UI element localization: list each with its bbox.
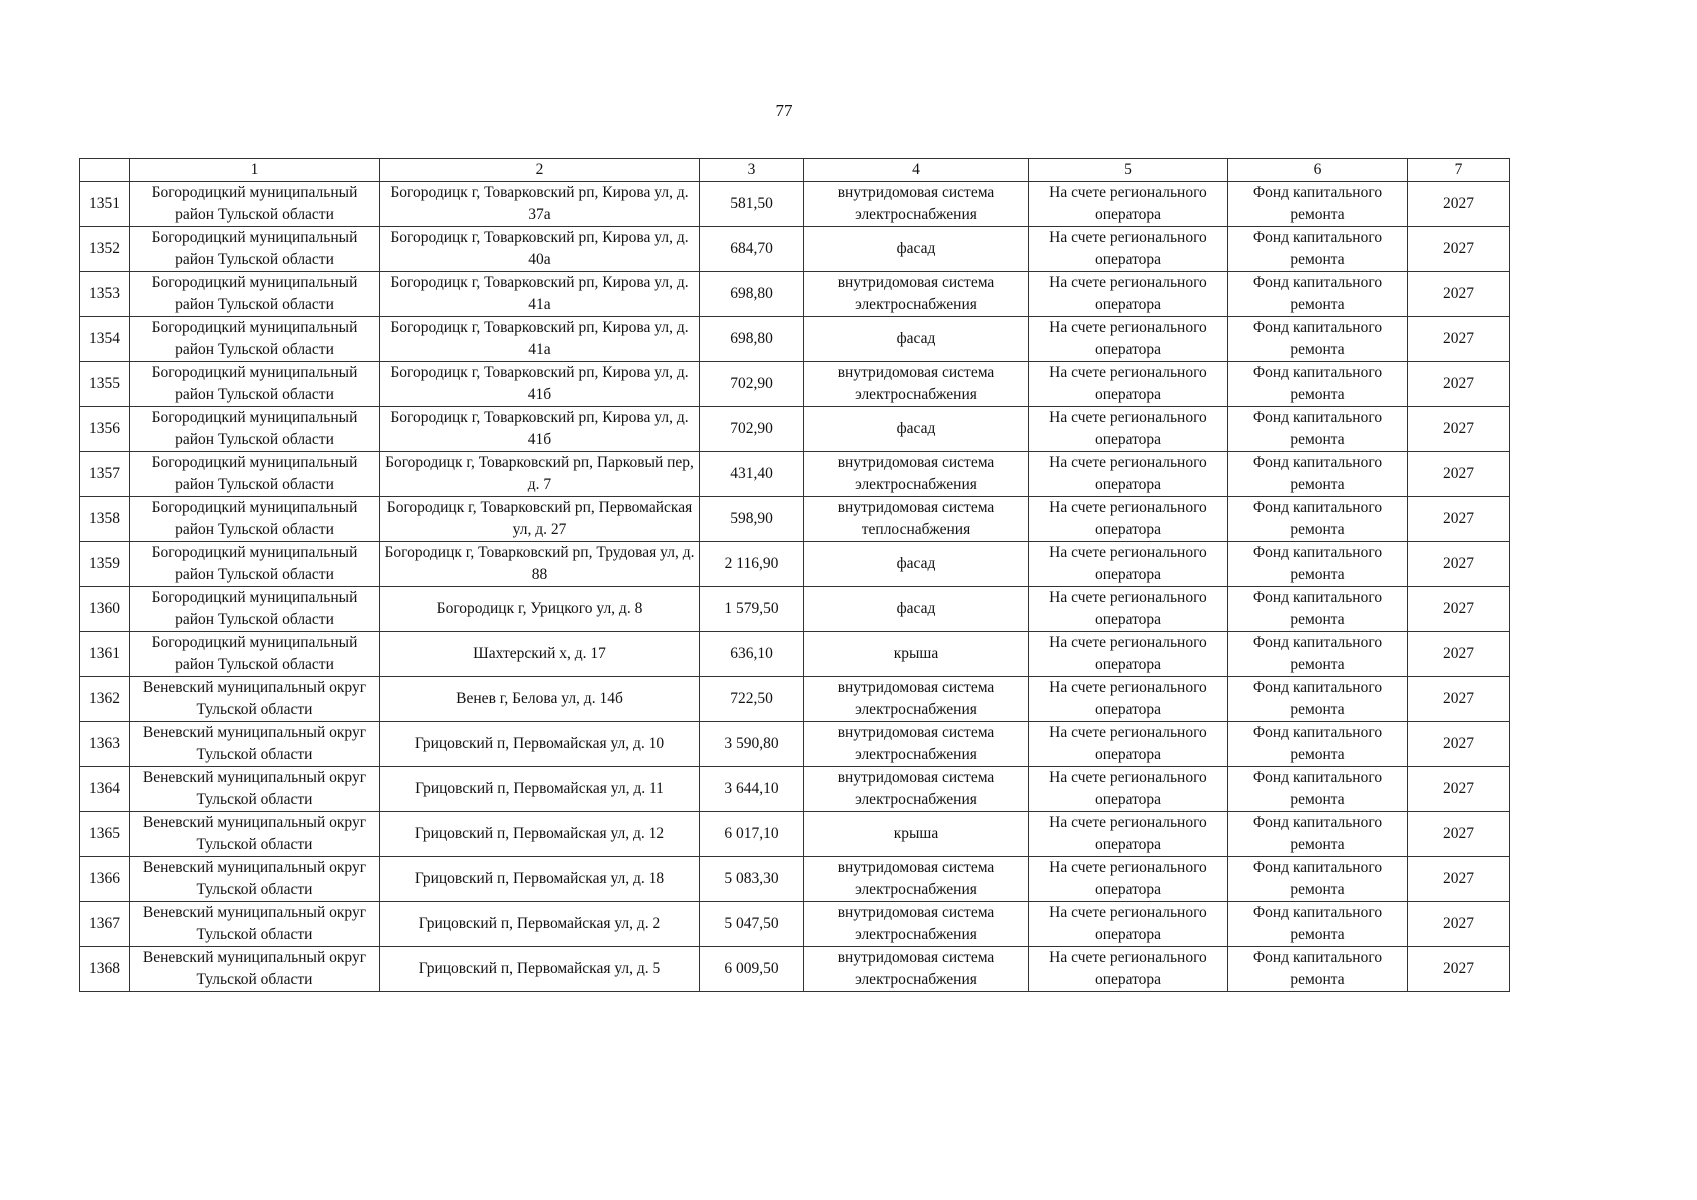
cell-fund-location: На счете регионального оператора (1029, 452, 1228, 497)
cell-area: 702,90 (700, 362, 804, 407)
cell-municipality: Богородицкий муниципальный район Тульской области (130, 497, 380, 542)
table-row (80, 227, 1510, 272)
table-row (80, 812, 1510, 857)
cell-address: Богородицк г, Товарковский рп, Кирова ул, д. 37а (380, 182, 700, 227)
cell-funding-source: Фонд капитального ремонта (1228, 317, 1408, 362)
cell-funding-source: Фонд капитального ремонта (1228, 362, 1408, 407)
cell-year: 2027 (1408, 407, 1510, 452)
header-cell-2: 2 (380, 159, 700, 182)
cell-address: Грицовский п, Первомайская ул, д. 10 (380, 722, 700, 767)
cell-work-type: внутридомовая система теплоснабжения (804, 497, 1029, 542)
cell-work-type: внутридомовая система электроснабжения (804, 857, 1029, 902)
table-row (80, 947, 1510, 992)
cell-row-number: 1364 (80, 767, 130, 812)
cell-municipality: Богородицкий муниципальный район Тульской области (130, 542, 380, 587)
cell-municipality: Веневский муниципальный округ Тульской области (130, 857, 380, 902)
cell-year: 2027 (1408, 857, 1510, 902)
cell-area: 698,80 (700, 272, 804, 317)
cell-work-type: внутридомовая система электроснабжения (804, 902, 1029, 947)
cell-year: 2027 (1408, 587, 1510, 632)
cell-fund-location: На счете регионального оператора (1029, 542, 1228, 587)
cell-row-number: 1362 (80, 677, 130, 722)
cell-area: 2 116,90 (700, 542, 804, 587)
cell-funding-source: Фонд капитального ремонта (1228, 857, 1408, 902)
cell-year: 2027 (1408, 362, 1510, 407)
cell-work-type: внутридомовая система электроснабжения (804, 182, 1029, 227)
cell-fund-location: На счете регионального оператора (1029, 407, 1228, 452)
cell-row-number: 1352 (80, 227, 130, 272)
cell-address: Богородицк г, Товарковский рп, Парковый пер, д. 7 (380, 452, 700, 497)
cell-work-type: внутридомовая система электроснабжения (804, 947, 1029, 992)
cell-funding-source: Фонд капитального ремонта (1228, 182, 1408, 227)
cell-address: Богородицк г, Товарковский рп, Кирова ул, д. 41б (380, 362, 700, 407)
cell-funding-source: Фонд капитального ремонта (1228, 767, 1408, 812)
cell-row-number: 1366 (80, 857, 130, 902)
cell-year: 2027 (1408, 947, 1510, 992)
cell-year: 2027 (1408, 452, 1510, 497)
cell-municipality: Богородицкий муниципальный район Тульской области (130, 272, 380, 317)
cell-row-number: 1355 (80, 362, 130, 407)
page-number: 77 (775, 101, 793, 120)
cell-area: 698,80 (700, 317, 804, 362)
cell-funding-source: Фонд капитального ремонта (1228, 407, 1408, 452)
cell-address: Грицовский п, Первомайская ул, д. 11 (380, 767, 700, 812)
cell-area: 3 590,80 (700, 722, 804, 767)
cell-area: 3 644,10 (700, 767, 804, 812)
cell-year: 2027 (1408, 317, 1510, 362)
cell-work-type: внутридомовая система электроснабжения (804, 362, 1029, 407)
cell-address: Богородицк г, Товарковский рп, Кирова ул, д. 41а (380, 317, 700, 362)
header-cell-row-number (80, 159, 130, 182)
cell-row-number: 1351 (80, 182, 130, 227)
cell-fund-location: На счете регионального оператора (1029, 272, 1228, 317)
cell-area: 702,90 (700, 407, 804, 452)
table-row (80, 317, 1510, 362)
cell-year: 2027 (1408, 632, 1510, 677)
cell-year: 2027 (1408, 677, 1510, 722)
cell-municipality: Богородицкий муниципальный район Тульской области (130, 227, 380, 272)
cell-fund-location: На счете регионального оператора (1029, 677, 1228, 722)
cell-fund-location: На счете регионального оператора (1029, 632, 1228, 677)
header-cell-5: 5 (1029, 159, 1228, 182)
cell-area: 636,10 (700, 632, 804, 677)
cell-address: Грицовский п, Первомайская ул, д. 2 (380, 902, 700, 947)
cell-funding-source: Фонд капитального ремонта (1228, 722, 1408, 767)
cell-funding-source: Фонд капитального ремонта (1228, 677, 1408, 722)
cell-address: Грицовский п, Первомайская ул, д. 18 (380, 857, 700, 902)
cell-fund-location: На счете регионального оператора (1029, 947, 1228, 992)
cell-funding-source: Фонд капитального ремонта (1228, 587, 1408, 632)
cell-municipality: Веневский муниципальный округ Тульской области (130, 947, 380, 992)
cell-fund-location: На счете регионального оператора (1029, 182, 1228, 227)
cell-fund-location: На счете регионального оператора (1029, 227, 1228, 272)
cell-row-number: 1367 (80, 902, 130, 947)
table-row (80, 677, 1510, 722)
cell-year: 2027 (1408, 542, 1510, 587)
cell-row-number: 1353 (80, 272, 130, 317)
cell-fund-location: На счете регионального оператора (1029, 902, 1228, 947)
cell-row-number: 1357 (80, 452, 130, 497)
header-cell-3: 3 (700, 159, 804, 182)
cell-address: Богородицк г, Товарковский рп, Первомайская ул, д. 27 (380, 497, 700, 542)
cell-fund-location: На счете регионального оператора (1029, 812, 1228, 857)
cell-work-type: фасад (804, 587, 1029, 632)
cell-year: 2027 (1408, 497, 1510, 542)
table-row (80, 767, 1510, 812)
header-cell-6: 6 (1228, 159, 1408, 182)
cell-area: 431,40 (700, 452, 804, 497)
cell-address: Венев г, Белова ул, д. 14б (380, 677, 700, 722)
cell-work-type: внутридомовая система электроснабжения (804, 767, 1029, 812)
cell-funding-source: Фонд капитального ремонта (1228, 947, 1408, 992)
cell-address: Шахтерский х, д. 17 (380, 632, 700, 677)
table-row (80, 587, 1510, 632)
table-body (80, 182, 1510, 992)
cell-address: Богородицк г, Товарковский рп, Кирова ул, д. 41а (380, 272, 700, 317)
cell-row-number: 1356 (80, 407, 130, 452)
table-row (80, 542, 1510, 587)
cell-municipality: Веневский муниципальный округ Тульской области (130, 767, 380, 812)
cell-municipality: Богородицкий муниципальный район Тульской области (130, 407, 380, 452)
cell-year: 2027 (1408, 767, 1510, 812)
cell-row-number: 1365 (80, 812, 130, 857)
cell-year: 2027 (1408, 272, 1510, 317)
cell-fund-location: На счете регионального оператора (1029, 497, 1228, 542)
table-row (80, 452, 1510, 497)
cell-address: Богородицк г, Товарковский рп, Кирова ул, д. 41б (380, 407, 700, 452)
cell-area: 722,50 (700, 677, 804, 722)
cell-work-type: внутридомовая система электроснабжения (804, 722, 1029, 767)
cell-funding-source: Фонд капитального ремонта (1228, 227, 1408, 272)
cell-year: 2027 (1408, 812, 1510, 857)
capital-repair-register-table (79, 158, 1510, 992)
cell-municipality: Богородицкий муниципальный район Тульской области (130, 362, 380, 407)
cell-row-number: 1361 (80, 632, 130, 677)
cell-municipality: Богородицкий муниципальный район Тульской области (130, 452, 380, 497)
cell-work-type: фасад (804, 542, 1029, 587)
cell-address: Богородицк г, Товарковский рп, Трудовая ул, д. 88 (380, 542, 700, 587)
cell-funding-source: Фонд капитального ремонта (1228, 542, 1408, 587)
cell-row-number: 1360 (80, 587, 130, 632)
cell-work-type: фасад (804, 227, 1029, 272)
cell-fund-location: На счете регионального оператора (1029, 317, 1228, 362)
cell-address: Грицовский п, Первомайская ул, д. 5 (380, 947, 700, 992)
table-row (80, 497, 1510, 542)
cell-work-type: крыша (804, 812, 1029, 857)
cell-funding-source: Фонд капитального ремонта (1228, 497, 1408, 542)
cell-work-type: крыша (804, 632, 1029, 677)
cell-year: 2027 (1408, 227, 1510, 272)
cell-address: Грицовский п, Первомайская ул, д. 12 (380, 812, 700, 857)
header-cell-4: 4 (804, 159, 1029, 182)
cell-year: 2027 (1408, 722, 1510, 767)
cell-fund-location: На счете регионального оператора (1029, 857, 1228, 902)
cell-row-number: 1358 (80, 497, 130, 542)
cell-municipality: Веневский муниципальный округ Тульской области (130, 677, 380, 722)
cell-municipality: Веневский муниципальный округ Тульской области (130, 722, 380, 767)
cell-year: 2027 (1408, 902, 1510, 947)
cell-work-type: фасад (804, 317, 1029, 362)
cell-municipality: Богородицкий муниципальный район Тульской области (130, 587, 380, 632)
cell-area: 684,70 (700, 227, 804, 272)
cell-row-number: 1363 (80, 722, 130, 767)
cell-work-type: фасад (804, 407, 1029, 452)
cell-area: 581,50 (700, 182, 804, 227)
cell-area: 598,90 (700, 497, 804, 542)
cell-area: 6 009,50 (700, 947, 804, 992)
cell-municipality: Богородицкий муниципальный район Тульской области (130, 317, 380, 362)
cell-municipality: Богородицкий муниципальный район Тульской области (130, 632, 380, 677)
cell-row-number: 1368 (80, 947, 130, 992)
cell-area: 1 579,50 (700, 587, 804, 632)
cell-fund-location: На счете регионального оператора (1029, 722, 1228, 767)
cell-work-type: внутридомовая система электроснабжения (804, 452, 1029, 497)
cell-funding-source: Фонд капитального ремонта (1228, 632, 1408, 677)
cell-funding-source: Фонд капитального ремонта (1228, 812, 1408, 857)
cell-funding-source: Фонд капитального ремонта (1228, 272, 1408, 317)
header-cell-7: 7 (1408, 159, 1510, 182)
table-row (80, 272, 1510, 317)
table-row (80, 902, 1510, 947)
table-row (80, 632, 1510, 677)
cell-fund-location: На счете регионального оператора (1029, 767, 1228, 812)
table-row (80, 182, 1510, 227)
cell-work-type: внутридомовая система электроснабжения (804, 677, 1029, 722)
cell-fund-location: На счете регионального оператора (1029, 587, 1228, 632)
table-row (80, 722, 1510, 767)
cell-municipality: Веневский муниципальный округ Тульской области (130, 902, 380, 947)
header-cell-1: 1 (130, 159, 380, 182)
cell-work-type: внутридомовая система электроснабжения (804, 272, 1029, 317)
cell-municipality: Богородицкий муниципальный район Тульской области (130, 182, 380, 227)
cell-area: 6 017,10 (700, 812, 804, 857)
cell-area: 5 047,50 (700, 902, 804, 947)
cell-area: 5 083,30 (700, 857, 804, 902)
cell-funding-source: Фонд капитального ремонта (1228, 452, 1408, 497)
table-row (80, 857, 1510, 902)
cell-row-number: 1354 (80, 317, 130, 362)
cell-address: Богородицк г, Урицкого ул, д. 8 (380, 587, 700, 632)
cell-funding-source: Фонд капитального ремонта (1228, 902, 1408, 947)
table-row (80, 407, 1510, 452)
column-number-header-row (80, 159, 1510, 182)
cell-address: Богородицк г, Товарковский рп, Кирова ул, д. 40а (380, 227, 700, 272)
table-row (80, 362, 1510, 407)
cell-row-number: 1359 (80, 542, 130, 587)
cell-year: 2027 (1408, 182, 1510, 227)
cell-fund-location: На счете регионального оператора (1029, 362, 1228, 407)
cell-municipality: Веневский муниципальный округ Тульской области (130, 812, 380, 857)
